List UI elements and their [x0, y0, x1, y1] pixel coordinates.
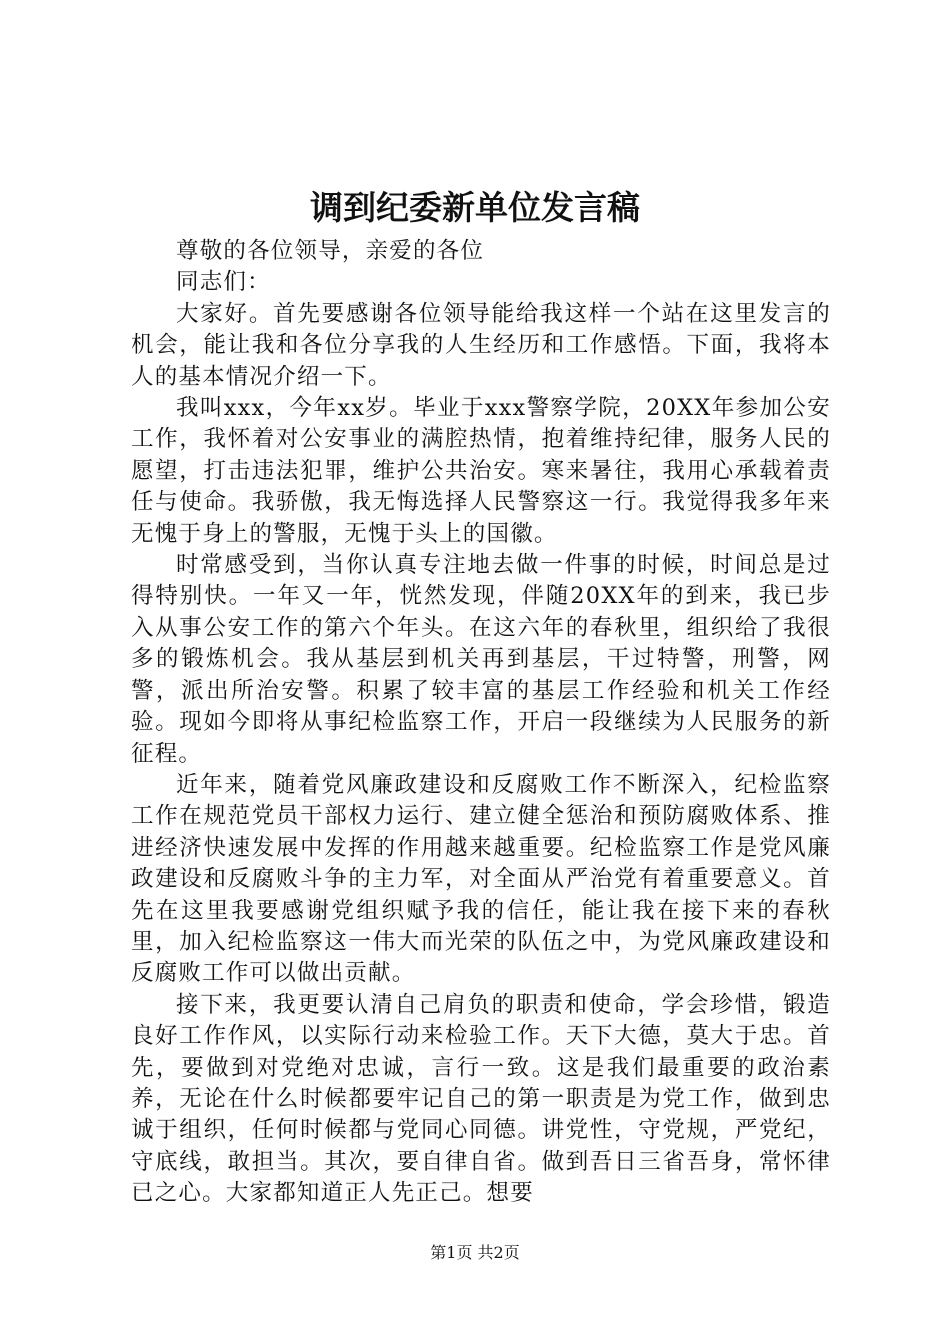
- document-body: [131, 236, 831, 1210]
- paragraph-3: 时常感受到，当你认真专注地去做一件事的时候，时间总是过得特别快。一年又一年，恍然发现，伴随20XX年的到来，我已步入从事公安工作的第六个年头。在这六年的春秋里，组织给了我很多的锻炼机会。我从基层到机关再到基层，干过特警，刑警，网警，派出所治安警。积累了较丰富的基层工作经验和机关工作经验。现如今即将从事纪检监察工作，开启一段继续为人民服务的新征程。: [131, 552, 831, 767]
- paragraph-1: 大家好。首先要感谢各位领导能给我这样一个站在这里发言的机会，能让我和各位分享我的人生经历和工作感悟。下面，我将本人的基本情况介绍一下。: [131, 300, 831, 390]
- page-footer: 第1页 共2页: [430, 1243, 520, 1262]
- paragraph-2: 我叫xxx，今年xx岁。毕业于xxx警察学院，20XX年参加公安工作，我怀着对公安事业的满腔热情，抱着维持纪律，服务人民的愿望，打击违法犯罪，维护公共治安。寒来暑往，我用心承载着责任与使命。我骄傲，我无悔选择人民警察这一行。我觉得我多年来无愧于身上的警服，无愧于头上的国徽。: [131, 395, 831, 547]
- salutation-line-1: 尊敬的各位领导，亲爱的各位: [176, 238, 485, 264]
- page-title: 调到纪委新单位发言稿: [310, 188, 640, 227]
- salutation-line-2: 同志们：: [176, 269, 271, 296]
- paragraph-5: 接下来，我更要认清自己肩负的职责和使命，学会珍惜，锻造良好工作作风，以实际行动来检验工作。天下大德，莫大于忠。首先，要做到对党绝对忠诚，言行一致。这是我们最重要的政治素养，无论在什么时候都要牢记自己的第一职责是为党工作，做到忠诚于组织，任何时候都与党同心同德。讲党性，守党规，严党纪，守底线，敢担当。其次，要自律自省。做到吾日三省吾身，常怀律已之心。大家都知道正人先正己。想要: [131, 991, 831, 1207]
- paragraph-4: 近年来，随着党风廉政建设和反腐败工作不断深入，纪检监察工作在规范党员干部权力运行、建立健全惩治和预防腐败体系、推进经济快速发展中发挥的作用越来越重要。纪检监察工作是党风廉政建设和反腐败斗争的主力军，对全面从严治党有着重要意义。首先在这里我要感谢党组织赋予我的信任，能让我在接下来的春秋里，加入纪检监察这一伟大而光荣的队伍之中，为党风廉政建设和反腐败工作可以做出贡献。: [131, 771, 831, 987]
